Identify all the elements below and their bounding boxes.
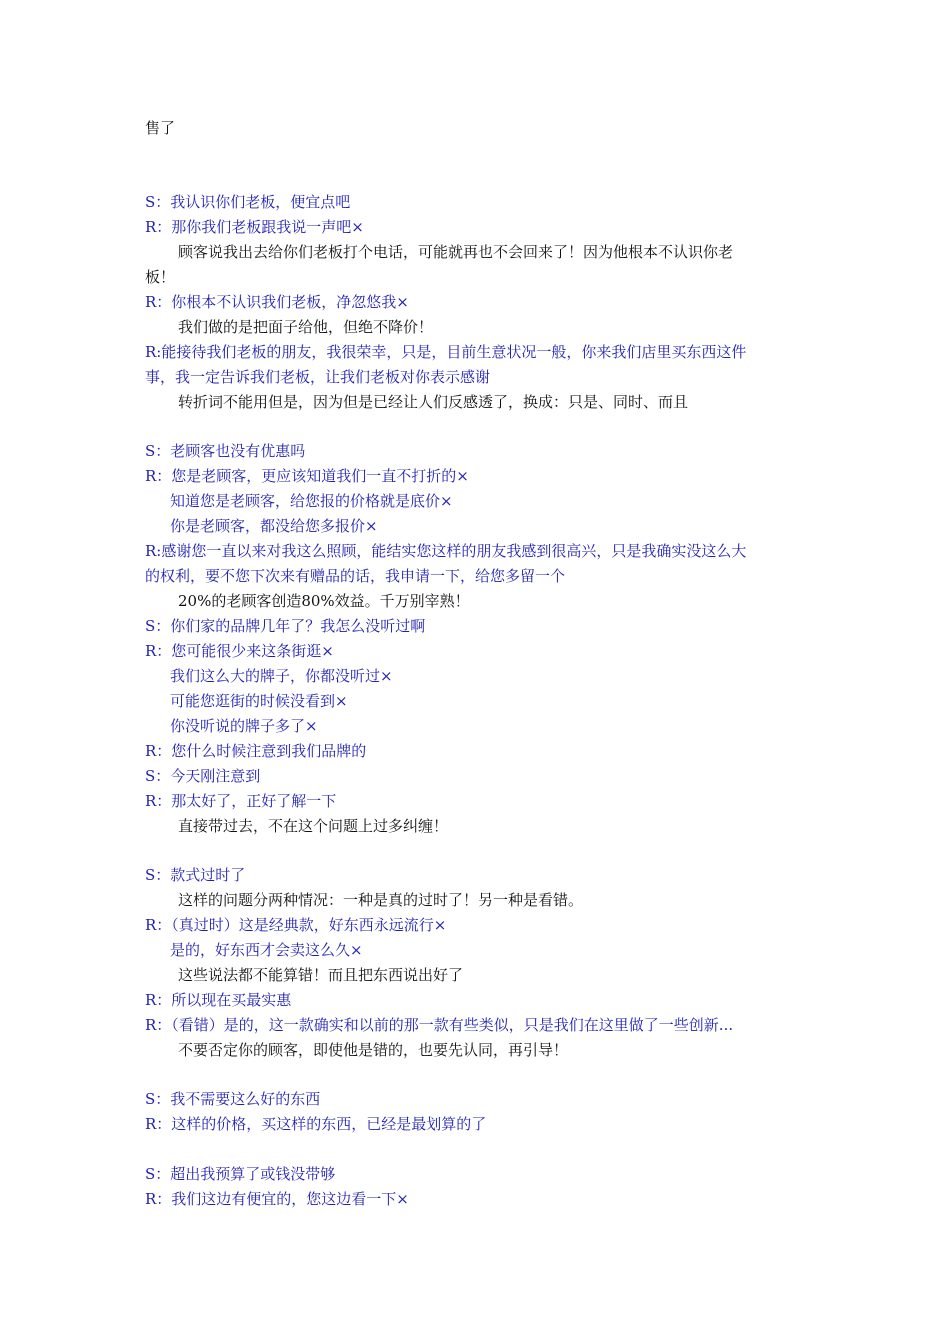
customer-line: S：老顾客也没有优惠吗: [145, 442, 306, 460]
response-line: 我们这么大的牌子，你都没听过×: [170, 667, 393, 685]
response-line: R：（看错）是的，这一款确实和以前的那一款有些类似，只是我们在这里做了一些创新...: [145, 1016, 734, 1034]
response-line: R：您是老顾客，更应该知道我们一直不打折的×: [145, 467, 469, 485]
response-line: R:能接待我们老板的朋友，我很荣幸，只是，目前生意状况一般，你来我们店里买东西这件: [145, 343, 747, 361]
customer-line: S：超出我预算了或钱没带够: [145, 1165, 336, 1183]
response-line: R：所以现在买最实惠: [145, 991, 292, 1009]
response-line: R：您什么时候注意到我们品牌的: [145, 742, 367, 760]
response-line: R：这样的价格，买这样的东西，已经是最划算的了: [145, 1115, 487, 1133]
response-line: R：你根本不认识我们老板，净忽悠我×: [145, 293, 409, 311]
response-line: R：那太好了，正好了解一下: [145, 792, 337, 810]
response-line: 你没听说的牌子多了×: [170, 717, 318, 735]
response-line: R：我们这边有便宜的，您这边看一下×: [145, 1190, 409, 1208]
note-line: 直接带过去，不在这个问题上过多纠缠！: [178, 817, 449, 835]
response-line: 知道您是老顾客，给您报的价格就是底价×: [170, 492, 453, 510]
customer-line: S：款式过时了: [145, 866, 246, 884]
customer-line: S：你们家的品牌几年了？我怎么没听过啊: [145, 617, 426, 635]
response-line-cont: 事，我一定告诉我们老板，让我们老板对你表示感谢: [145, 368, 491, 386]
customer-line: S：今天刚注意到: [145, 767, 261, 785]
response-line: R：您可能很少来这条街逛×: [145, 642, 334, 660]
text-line: 售了: [145, 119, 176, 137]
response-line: R：（真过时）这是经典款，好东西永远流行×: [145, 916, 447, 934]
response-line: 你是老顾客，都没给您多报价×: [170, 517, 378, 535]
response-line: 可能您逛街的时候没看到×: [170, 692, 348, 710]
response-line: R:感谢您一直以来对我这么照顾，能结实您这样的朋友我感到很高兴，只是我确实没这么大: [145, 542, 747, 560]
note-line: 不要否定你的顾客，即使他是错的，也要先认同，再引导！: [178, 1041, 569, 1059]
note-line: 我们做的是把面子给他，但绝不降价！: [178, 318, 434, 336]
customer-line: S：我认识你们老板，便宜点吧: [145, 193, 351, 211]
note-line: 20%的老顾客创造80%效益。千万别宰熟！: [178, 592, 470, 610]
response-line: R：那你我们老板跟我说一声吧×: [145, 218, 364, 236]
note-line: 这些说法都不能算错！而且把东西说出好了: [178, 966, 464, 984]
customer-line: S：我不需要这么好的东西: [145, 1090, 321, 1108]
note-line: 顾客说我出去给你们老板打个电话，可能就再也不会回来了！因为他根本不认识你老: [178, 243, 734, 261]
note-line: 这样的问题分两种情况：一种是真的过时了！另一种是看错。: [178, 891, 584, 909]
note-line: 转折词不能用但是，因为但是已经让人们反感透了，换成：只是、同时、而且: [178, 393, 689, 411]
response-line-cont: 的权利，要不您下次来有赠品的话，我申请一下，给您多留一个: [145, 567, 566, 585]
response-line: 是的，好东西才会卖这么久×: [170, 941, 363, 959]
note-line-cont: 板！: [145, 268, 176, 286]
